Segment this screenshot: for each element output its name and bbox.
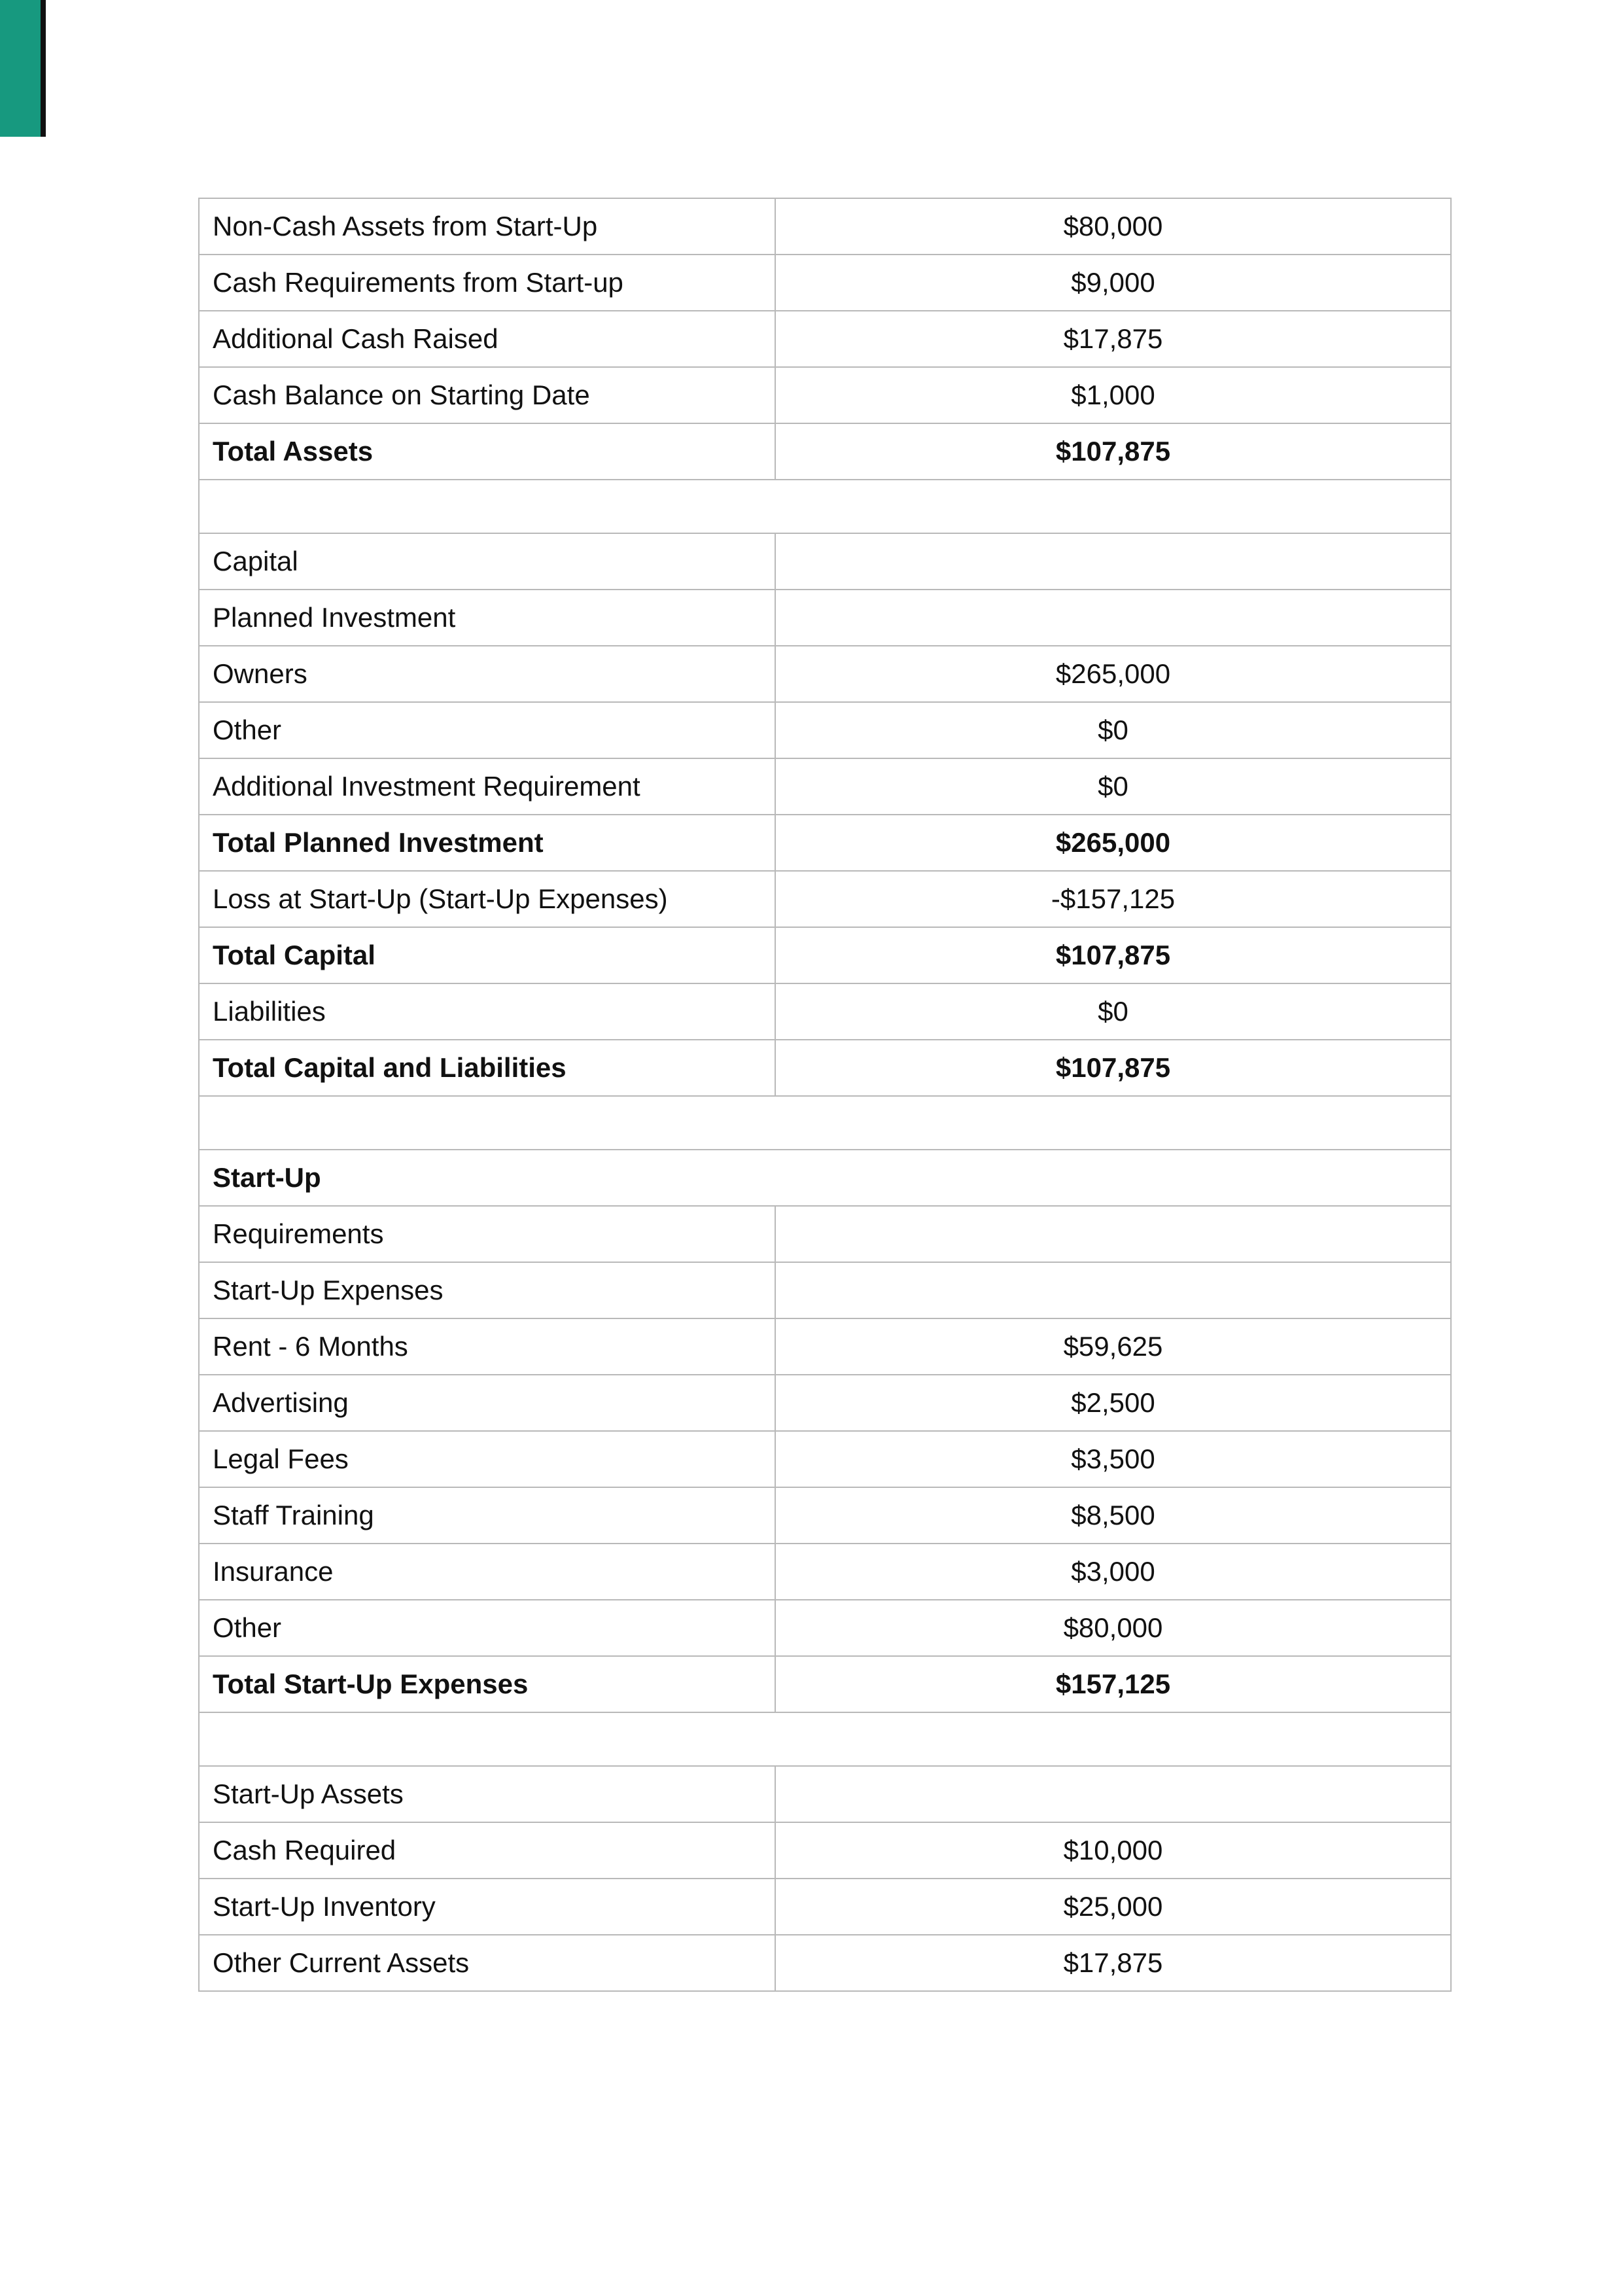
row-value: $2,500: [775, 1375, 1451, 1431]
row-label: Legal Fees: [199, 1431, 775, 1487]
row-label: Total Capital and Liabilities: [199, 1040, 775, 1096]
row-value: $17,875: [775, 311, 1451, 367]
row-label: Start-Up Inventory: [199, 1879, 775, 1935]
row-value: $265,000: [775, 646, 1451, 702]
row-value: $3,000: [775, 1544, 1451, 1600]
row-label: Start-Up Expenses: [199, 1262, 775, 1318]
row-value: $17,875: [775, 1935, 1451, 1991]
row-value: $265,000: [775, 815, 1451, 871]
corner-accent-bar: [0, 0, 46, 137]
table-row: [199, 983, 1451, 1040]
row-value: [775, 1766, 1451, 1822]
total-row: [199, 927, 1451, 983]
table-row: [199, 646, 1451, 702]
row-label: Cash Balance on Starting Date: [199, 367, 775, 423]
spacer-row: [199, 1096, 1451, 1150]
row-value: $59,625: [775, 1318, 1451, 1375]
table-row: [199, 367, 1451, 423]
row-value: $157,125: [775, 1656, 1451, 1712]
row-value: $3,500: [775, 1431, 1451, 1487]
table-row: [199, 1544, 1451, 1600]
row-value: $1,000: [775, 367, 1451, 423]
section-header: Start-Up: [199, 1150, 1451, 1206]
table-body: [199, 198, 1451, 1991]
total-row: [199, 815, 1451, 871]
row-label: Loss at Start-Up (Start-Up Expenses): [199, 871, 775, 927]
row-value: $10,000: [775, 1822, 1451, 1879]
row-label: Total Capital: [199, 927, 775, 983]
row-value: [775, 533, 1451, 590]
row-label: Total Start-Up Expenses: [199, 1656, 775, 1712]
row-value: [775, 1262, 1451, 1318]
row-label: Staff Training: [199, 1487, 775, 1544]
row-label: Total Planned Investment: [199, 815, 775, 871]
spacer-row: [199, 1712, 1451, 1766]
row-value: -$157,125: [775, 871, 1451, 927]
section-header-row: [199, 1150, 1451, 1206]
row-label: Other Current Assets: [199, 1935, 775, 1991]
row-value: $0: [775, 758, 1451, 815]
table-row: [199, 1262, 1451, 1318]
table-row: [199, 1431, 1451, 1487]
row-label: Other: [199, 1600, 775, 1656]
table-row: [199, 1487, 1451, 1544]
row-label: Additional Cash Raised: [199, 311, 775, 367]
row-label: Cash Required: [199, 1822, 775, 1879]
row-label: Other: [199, 702, 775, 758]
startup-financials-table: [198, 198, 1452, 1992]
table-row: [199, 311, 1451, 367]
table-row: [199, 1206, 1451, 1262]
row-value: $80,000: [775, 1600, 1451, 1656]
row-label: Rent - 6 Months: [199, 1318, 775, 1375]
table-row: [199, 590, 1451, 646]
table-row: [199, 871, 1451, 927]
row-label: Start-Up Assets: [199, 1766, 775, 1822]
table-row: [199, 1600, 1451, 1656]
spacer-cell: [199, 1712, 1451, 1766]
row-value: $9,000: [775, 255, 1451, 311]
row-label: Liabilities: [199, 983, 775, 1040]
row-label: Capital: [199, 533, 775, 590]
row-value: $107,875: [775, 927, 1451, 983]
row-value: $0: [775, 983, 1451, 1040]
table-row: [199, 1375, 1451, 1431]
row-label: Insurance: [199, 1544, 775, 1600]
spacer-row: [199, 480, 1451, 533]
row-label: Cash Requirements from Start-up: [199, 255, 775, 311]
table-row: [199, 255, 1451, 311]
table-row: [199, 1766, 1451, 1822]
spacer-cell: [199, 480, 1451, 533]
row-value: $80,000: [775, 198, 1451, 255]
row-label: Requirements: [199, 1206, 775, 1262]
table-row: [199, 702, 1451, 758]
total-row: [199, 423, 1451, 480]
table-row: [199, 198, 1451, 255]
spacer-cell: [199, 1096, 1451, 1150]
row-value: $107,875: [775, 423, 1451, 480]
row-label: Planned Investment: [199, 590, 775, 646]
table-row: [199, 1318, 1451, 1375]
table-row: [199, 533, 1451, 590]
row-value: $25,000: [775, 1879, 1451, 1935]
table-row: [199, 1822, 1451, 1879]
row-value: [775, 1206, 1451, 1262]
table-row: [199, 1935, 1451, 1991]
row-label: Non-Cash Assets from Start-Up: [199, 198, 775, 255]
row-value: [775, 590, 1451, 646]
row-label: Advertising: [199, 1375, 775, 1431]
total-row: [199, 1040, 1451, 1096]
total-row: [199, 1656, 1451, 1712]
row-label: Total Assets: [199, 423, 775, 480]
row-label: Additional Investment Requirement: [199, 758, 775, 815]
row-value: $8,500: [775, 1487, 1451, 1544]
table-row: [199, 1879, 1451, 1935]
row-value: $0: [775, 702, 1451, 758]
row-label: Owners: [199, 646, 775, 702]
table-row: [199, 758, 1451, 815]
row-value: $107,875: [775, 1040, 1451, 1096]
